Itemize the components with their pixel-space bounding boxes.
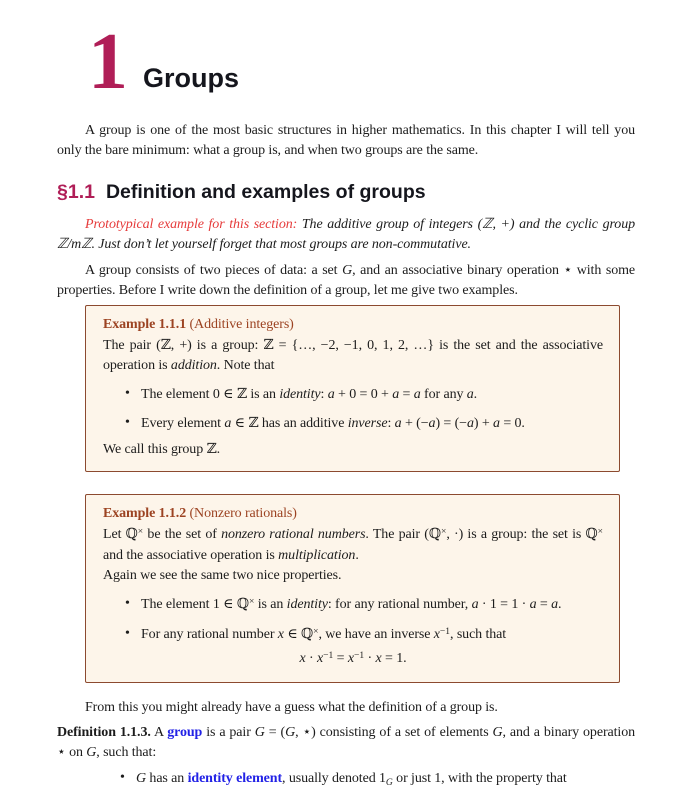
link-group[interactable]: group bbox=[167, 725, 203, 740]
example-1-body: The pair (ℤ, +) is a group: ℤ = {…, −2, −1, 0, 1, 2, …} is the set and the associative operation is addition. Note that bbox=[103, 338, 603, 373]
intro-paragraph: A group is one of the most basic structures in higher mathematics. In this chapter I will tell you only the bare minimum: what a group is, and when two groups are the same. bbox=[57, 123, 635, 158]
bullet-item-identity: • The element 1 ∈ ℚ× is an identity: for any rational number, a · 1 = 1 · a = a. bbox=[125, 595, 603, 616]
section-heading bbox=[57, 181, 635, 204]
bullet-item-inverse: • For any rational number x ∈ ℚ×, we have an inverse $x^{-1}$, such that bbox=[125, 625, 603, 646]
chapter-title: Groups bbox=[143, 63, 240, 93]
bullet-item-identity-element: • G has an identity element, usually denoted $1_G$ or just 1, with the property that bbox=[120, 769, 635, 790]
example-2-line2: Again we see the same two nice properties. bbox=[103, 568, 342, 583]
display-equation: $x \cdot x^{-1} = x^{-1} \cdot x = 1$. bbox=[299, 650, 407, 666]
link-identity-element[interactable]: identity element bbox=[187, 771, 283, 786]
example-2-name: (Nonzero rationals) bbox=[186, 506, 297, 521]
example-1-footer: We call this group ℤ. bbox=[103, 442, 221, 457]
bullet-item-inverse: • Every element a ∈ ℤ has an additive inverse: a + (−a) = (−a) + a = 0. bbox=[125, 414, 603, 434]
section-number: §1.1 bbox=[57, 181, 95, 203]
bullet-item-identity: • The element 0 ∈ ℤ is an identity: a + 0 = 0 + a = a for any a. bbox=[125, 385, 603, 405]
example-1-label: Example 1.1.1 bbox=[103, 317, 187, 332]
section-title: Definition and examples of groups bbox=[105, 181, 426, 203]
paragraph-guess: From this you might already have a guess what the definition of a group is. bbox=[85, 700, 498, 715]
definition-paragraph: Definition 1.1.3. A group is a pair G = (G, ⋆) consisting of a set of elements G, and a binary operation ⋆ on G, such that: bbox=[57, 725, 635, 760]
example-2-body: Let ℚ× be the set of nonzero rational numbers. The pair (ℚ×, ·) is a group: the set is ℚ× and the associative operation is multiplication. bbox=[103, 526, 604, 563]
example-2-bullet-list bbox=[103, 595, 603, 646]
example-2-heading bbox=[103, 504, 603, 524]
example-2-label: Example 1.1.2 bbox=[103, 506, 187, 521]
example-1-name: (Additive integers) bbox=[186, 317, 294, 332]
example-1-bullet-list bbox=[103, 385, 603, 434]
chapter-heading bbox=[88, 18, 635, 106]
paragraph-group-definition-intro: A group consists of two pieces of data: a set G, and an associative binary operation ⋆ with some properties. Before I write down the definition of a group, let me give two examples. bbox=[57, 263, 635, 298]
prototypical-example-note: Prototypical example for this section: The additive group of integers (ℤ, +) and the cyclic group ℤ/mℤ. Just don’t let yourself forget that most groups are non-commutative. bbox=[57, 217, 635, 252]
definition-bullet-list bbox=[57, 769, 635, 790]
chapter-number: 1 bbox=[88, 18, 128, 106]
example-box-nonzero-rationals bbox=[85, 494, 620, 683]
example-box-additive-integers bbox=[85, 305, 620, 472]
example-1-heading bbox=[103, 315, 603, 335]
